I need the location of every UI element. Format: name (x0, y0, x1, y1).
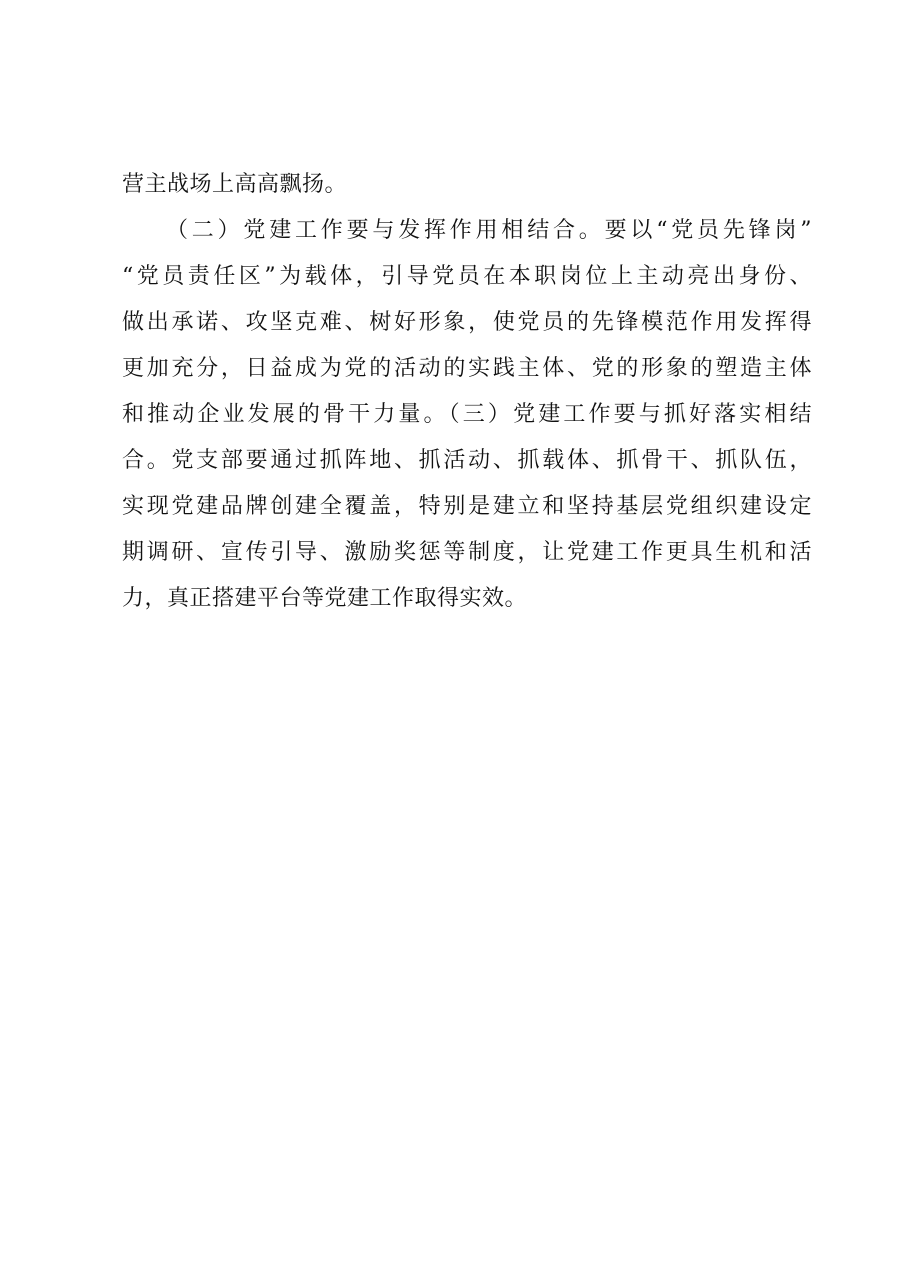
text-line: 期调研、宣传引导、激励奖惩等制度，让党建工作更具生机和活 (122, 540, 812, 565)
text-line: 力，真正搭建平台等党建工作取得实效。 (122, 586, 528, 611)
text-line: 合。党支部要通过抓阵地、抓活动、抓载体、抓骨干、抓队伍， (122, 448, 812, 473)
text-line: 更加充分，日益成为党的活动的实践主体、党的形象的塑造主体 (122, 356, 812, 381)
text-line: “党员责任区”为载体，引导党员在本职岗位上主动亮出身份、 (122, 264, 812, 289)
text-line: 实现党建品牌创建全覆盖，特别是建立和坚持基层党组织建设定 (122, 494, 812, 519)
text-line: 做出承诺、攻坚克难、树好形象，使党员的先锋模范作用发挥得 (122, 310, 812, 335)
text-line: 和推动企业发展的骨干力量。（三）党建工作要与抓好落实相结 (122, 402, 812, 427)
text-line: （二）党建工作要与发挥作用相结合。要以“党员先锋岗” (166, 218, 812, 243)
text-line: 营主战场上高高飘扬。 (122, 172, 348, 197)
body-text (122, 162, 812, 622)
